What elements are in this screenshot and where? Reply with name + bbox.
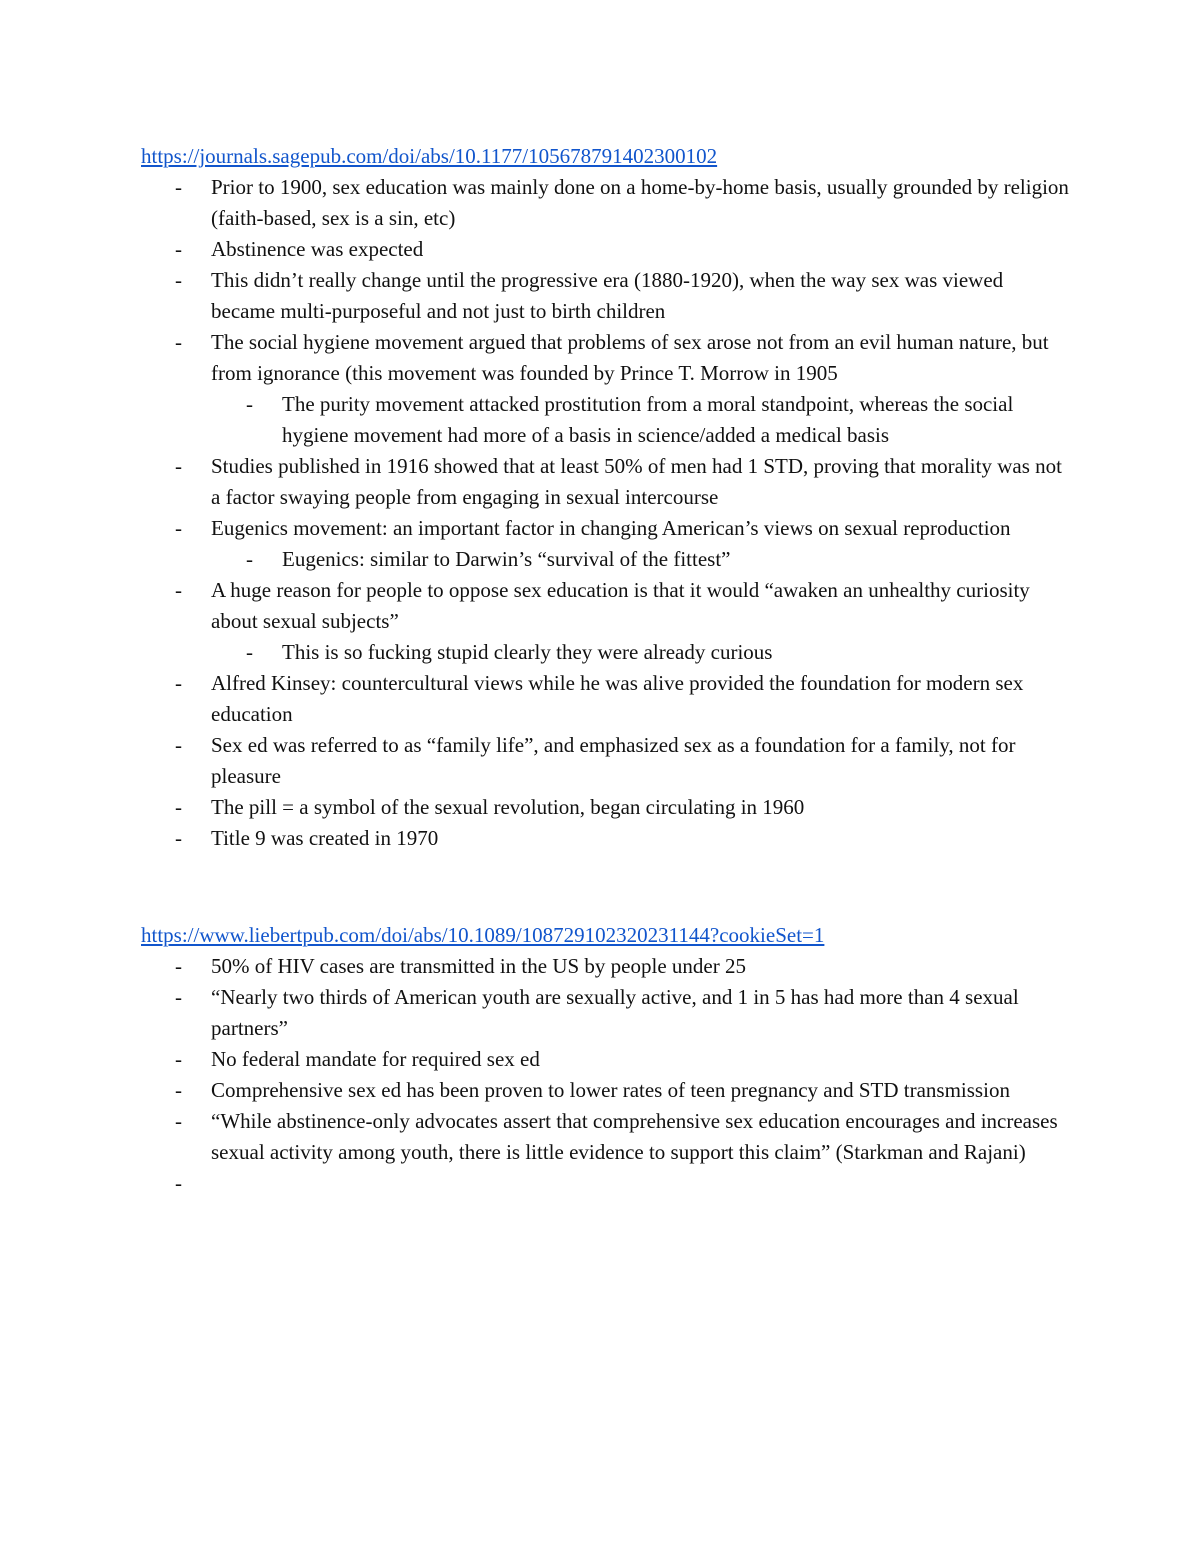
bullet-list [141, 951, 1071, 1199]
sub-list-item [141, 389, 1071, 451]
list-item-text: The purity movement attacked prostitution from a moral standpoint, whereas the social hygiene movement had more of a basis in science/added a medical basis [282, 392, 1014, 447]
list-item [141, 513, 1071, 544]
list-item [141, 265, 1071, 327]
dash-bullet: - [175, 795, 182, 819]
list-item [141, 172, 1071, 234]
dash-bullet: - [175, 733, 182, 757]
list-item [141, 823, 1071, 854]
list-item [141, 1075, 1071, 1106]
notes-section [141, 920, 1071, 1199]
dash-bullet: - [175, 268, 182, 292]
list-item [141, 1106, 1071, 1168]
list-item-text: Eugenics: similar to Darwin’s “survival of the fittest” [282, 547, 731, 571]
notes-section [141, 141, 1071, 854]
source-link[interactable]: https://journals.sagepub.com/doi/abs/10.1177/105678791402300102 [141, 144, 718, 168]
list-item-text: 50% of HIV cases are transmitted in the US by people under 25 [211, 954, 746, 978]
list-item-text: Studies published in 1916 showed that at least 50% of men had 1 STD, proving that morality was not a factor swaying people from engaging in sexual intercourse [211, 454, 1062, 509]
dash-bullet: - [175, 237, 182, 261]
list-item [141, 1044, 1071, 1075]
list-item-text: Title 9 was created in 1970 [211, 826, 439, 850]
list-item-text: Prior to 1900, sex education was mainly done on a home-by-home basis, usually grounded by religion (faith-based, sex is a sin, etc) [211, 175, 1069, 230]
list-item-text: Sex ed was referred to as “family life”, and emphasized sex as a foundation for a family, not for pleasure [211, 733, 1016, 788]
list-item [141, 730, 1071, 792]
sub-list-item [141, 637, 1071, 668]
list-item [141, 234, 1071, 265]
list-item-text [211, 1168, 1071, 1199]
dash-bullet: - [175, 578, 182, 602]
dash-bullet: - [246, 640, 253, 664]
dash-bullet: - [175, 1047, 182, 1071]
dash-bullet: - [175, 985, 182, 1009]
bullet-list [141, 172, 1071, 854]
dash-bullet: - [246, 392, 253, 416]
list-item-text: “Nearly two thirds of American youth are sexually active, and 1 in 5 has had more than 4 sexual partners” [211, 985, 1019, 1040]
list-item [141, 1168, 1071, 1199]
list-item-text: This is so fucking stupid clearly they were already curious [282, 640, 773, 664]
list-item [141, 668, 1071, 730]
list-item-text: “While abstinence-only advocates assert that comprehensive sex education encourages and increases sexual activity among youth, there is little evidence to support this claim” (Starkman and Rajani) [211, 1109, 1058, 1164]
dash-bullet: - [175, 516, 182, 540]
dash-bullet: - [175, 826, 182, 850]
list-item-text: A huge reason for people to oppose sex education is that it would “awaken an unhealthy curiosity about sexual subjects” [211, 578, 1030, 633]
list-item [141, 982, 1071, 1044]
list-item-text: Abstinence was expected [211, 237, 424, 261]
dash-bullet: - [175, 454, 182, 478]
list-item-text: This didn’t really change until the progressive era (1880-1920), when the way sex was viewed became multi-purposeful and not just to birth children [211, 268, 1004, 323]
list-item [141, 951, 1071, 982]
list-item [141, 575, 1071, 637]
list-item-text: The pill = a symbol of the sexual revolution, began circulating in 1960 [211, 795, 805, 819]
list-item-text: Comprehensive sex ed has been proven to lower rates of teen pregnancy and STD transmission [211, 1078, 1010, 1102]
source-link[interactable]: https://www.liebertpub.com/doi/abs/10.1089/108729102320231144?cookieSet=1 [141, 923, 825, 947]
list-item-text: Eugenics movement: an important factor in changing American’s views on sexual reproduction [211, 516, 1011, 540]
dash-bullet: - [175, 954, 182, 978]
list-item [141, 451, 1071, 513]
list-item [141, 327, 1071, 389]
list-item-text: No federal mandate for required sex ed [211, 1047, 540, 1071]
sub-list-item [141, 544, 1071, 575]
dash-bullet: - [246, 547, 253, 571]
list-item-text: The social hygiene movement argued that problems of sex arose not from an evil human nature, but from ignorance (this movement was founded by Prince T. Morrow in 1905 [211, 330, 1049, 385]
dash-bullet: - [175, 1171, 182, 1195]
dash-bullet: - [175, 175, 182, 199]
dash-bullet: - [175, 671, 182, 695]
dash-bullet: - [175, 1109, 182, 1133]
list-item-text: Alfred Kinsey: countercultural views while he was alive provided the foundation for modern sex education [211, 671, 1024, 726]
dash-bullet: - [175, 1078, 182, 1102]
dash-bullet: - [175, 330, 182, 354]
list-item [141, 792, 1071, 823]
